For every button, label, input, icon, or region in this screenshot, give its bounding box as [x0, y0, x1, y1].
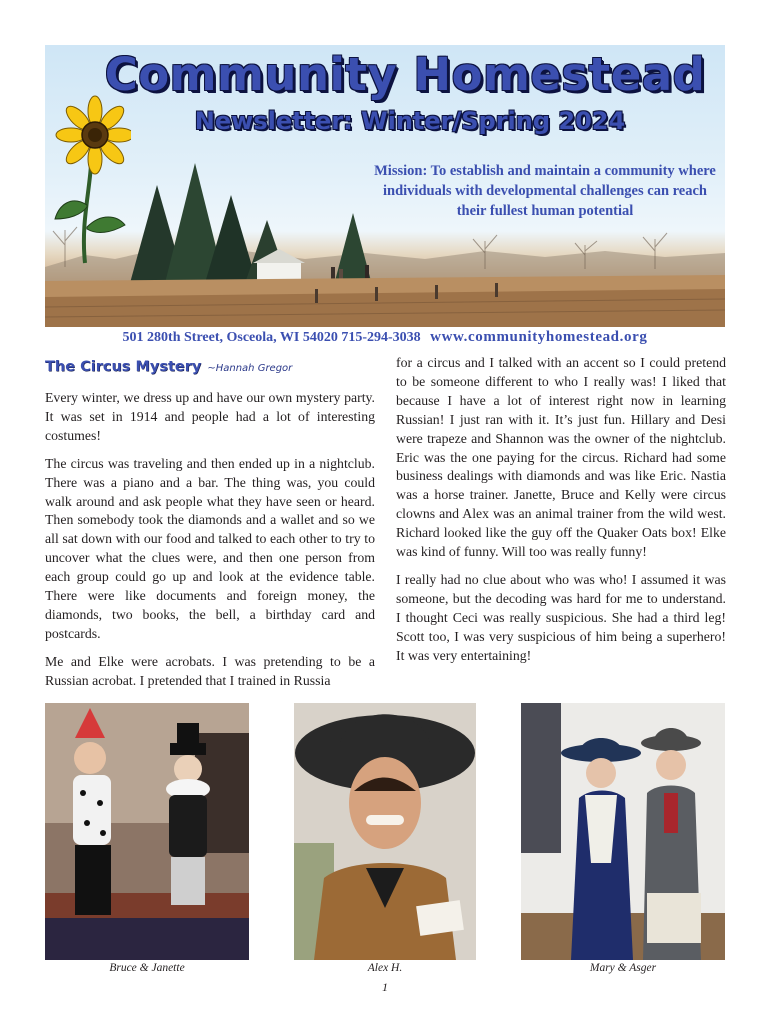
photo-bruce-janette [45, 703, 249, 960]
paragraph: for a circus and I talked with an accent so I could pretend to be someone different to who I really was! I liked that because I have a lot of interest right now in learning Russian! I just ran with it. It’s just fun. Hillary and Desi were trapeze and Shannon was the owner of the nightclub. Eric was the one paying for the circus. Richard had some business dealings with diamonds and was like Eric. Nastia was a horse trainer. Janette, Bruce and Kelly were circus clowns and Alex was an animal trainer from the wild west. Richard looked like the guy off the Quaker Oats box! Elke was kind of funny. Will too was really funny! [396, 355, 726, 560]
paragraph: I really had no clue about who was who! I assumed it was someone, but the decoding was hard for me to understand. I thought Ceci was really suspicious. She had a third leg! Scott too, I was very suspicious of him being a superhero! It was very entertaining! [396, 571, 726, 663]
mission-statement: Mission: To establish and maintain a community where individuals with developmental challenges can reach their fullest human potential [374, 163, 716, 219]
article-column-left [45, 389, 375, 700]
article-column-right [396, 354, 726, 675]
article-title: The Circus Mystery [45, 359, 202, 375]
photo-caption: Bruce & Janette [109, 962, 185, 974]
masthead-banner [45, 45, 725, 327]
photo-mary-asger [521, 703, 725, 960]
photo-caption: Alex H. [367, 962, 403, 974]
paragraph: Me and Elke were acrobats. I was pretending to be a Russian acrobat. I pretended that I trained in Russia [45, 653, 375, 688]
photo-alex [294, 703, 476, 960]
article-heading [45, 358, 292, 376]
paragraph: Every winter, we dress up and have our own mystery party. It was set in 1914 and people had a lot of interesting costumes! [45, 390, 375, 443]
sunflower-icon [51, 95, 131, 265]
newsletter-issue: Newsletter: Winter/Spring 2024 [194, 107, 626, 135]
postal-address: 501 280th Street, Osceola, WI 54020 715-294-3038 [122, 330, 421, 345]
article-byline: ~Hannah Gregor [207, 363, 293, 374]
page-number: 1 [382, 980, 388, 994]
newsletter-title: Community Homestead [104, 48, 706, 101]
paragraph: The circus was traveling and then ended up in a nightclub. There was a piano and a bar. The thing was, you could walk around and ask people what they have seen or heard. Then somebody took the diamonds and a wallet and so we all sat down with our food and talked to each other to try to uncover what the clues were, and then one person from each group could go up and look at the evidence table. There were like documents and foreign money, the diamonds, two books, the bell, a birthday card and postcards. [45, 455, 375, 641]
website-link[interactable]: www.communityhomestead.org [430, 329, 648, 345]
address-bar [45, 327, 725, 349]
photo-caption: Mary & Asger [589, 962, 657, 974]
